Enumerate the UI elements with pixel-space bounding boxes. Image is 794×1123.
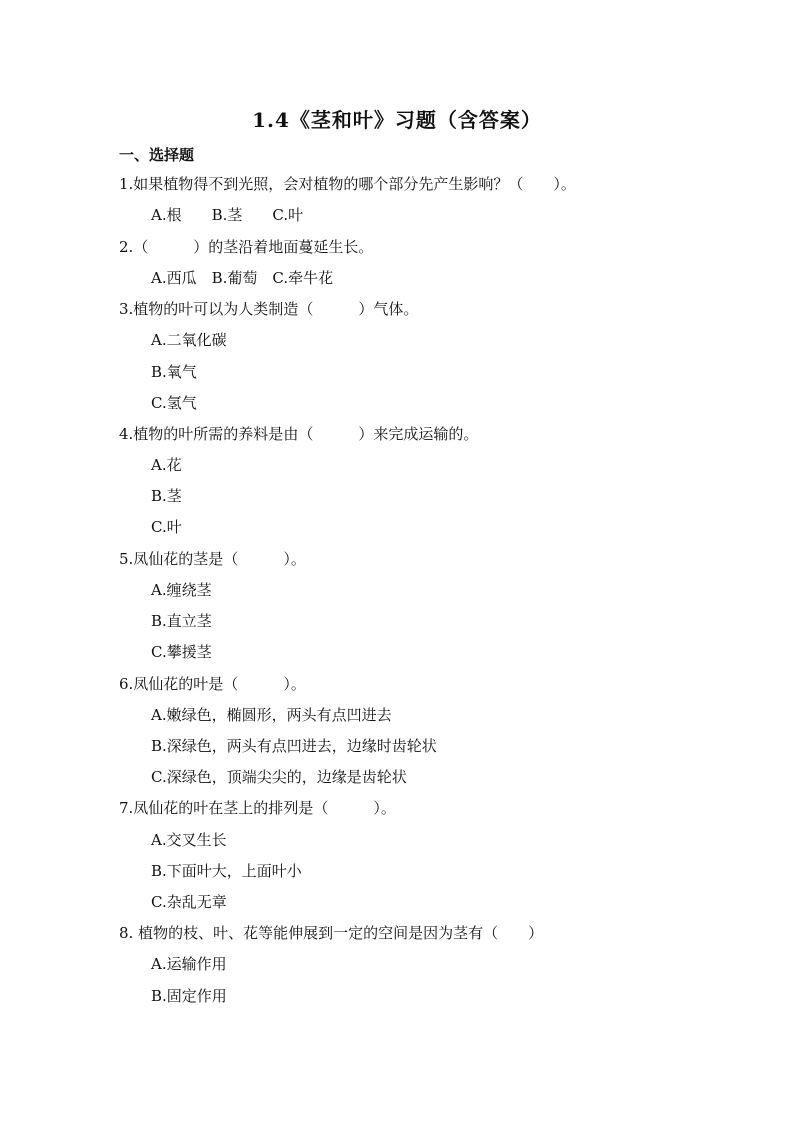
question-5: 5.凤仙花的茎是（ ）。 bbox=[119, 550, 306, 568]
question-4-option-c: C.叶 bbox=[151, 518, 182, 536]
question-3-option-b: B.氧气 bbox=[151, 363, 197, 381]
question-5-option-a: A.缠绕茎 bbox=[151, 581, 212, 599]
question-4: 4.植物的叶所需的养料是由（ ）来完成运输的。 bbox=[119, 425, 479, 443]
page-title: 1.4《茎和叶》习题（含答案） bbox=[252, 108, 542, 132]
question-3-option-a: A.二氧化碳 bbox=[151, 331, 227, 349]
question-7: 7.凤仙花的叶在茎上的排列是（ ）。 bbox=[119, 799, 396, 817]
question-6-option-c: C.深绿色，顶端尖尖的，边缘是齿轮状 bbox=[151, 768, 407, 786]
question-6: 6.凤仙花的叶是（ ）。 bbox=[119, 675, 306, 693]
question-3: 3.植物的叶可以为人类制造（ ）气体。 bbox=[119, 300, 419, 318]
question-6-option-b: B.深绿色，两头有点凹进去，边缘时齿轮状 bbox=[151, 737, 437, 755]
section-heading: 一、选择题 bbox=[119, 146, 195, 164]
question-8-option-a: A.运输作用 bbox=[151, 955, 227, 973]
question-2-options: A.西瓜 B.葡萄 C.牵牛花 bbox=[151, 269, 334, 287]
question-6-option-a: A.嫩绿色，椭圆形，两头有点凹进去 bbox=[151, 706, 392, 724]
question-4-option-b: B.茎 bbox=[151, 487, 182, 505]
question-3-option-c: C.氢气 bbox=[151, 394, 197, 412]
question-1-options: A.根 B.茎 C.叶 bbox=[151, 206, 304, 224]
question-5-option-b: B.直立茎 bbox=[151, 612, 212, 630]
question-8: 8. 植物的枝、叶、花等能伸展到一定的空间是因为茎有（ ） bbox=[119, 924, 544, 942]
question-7-option-a: A.交叉生长 bbox=[151, 831, 227, 849]
question-7-option-c: C.杂乱无章 bbox=[151, 893, 227, 911]
question-5-option-c: C.攀援茎 bbox=[151, 643, 212, 661]
question-4-option-a: A.花 bbox=[151, 456, 182, 474]
question-2: 2.（ ）的茎沿着地面蔓延生长。 bbox=[119, 238, 374, 256]
question-8-option-b: B.固定作用 bbox=[151, 987, 227, 1005]
question-7-option-b: B.下面叶大，上面叶小 bbox=[151, 862, 302, 880]
question-1: 1.如果植物得不到光照，会对植物的哪个部分先产生影响？（ ）。 bbox=[119, 175, 576, 193]
